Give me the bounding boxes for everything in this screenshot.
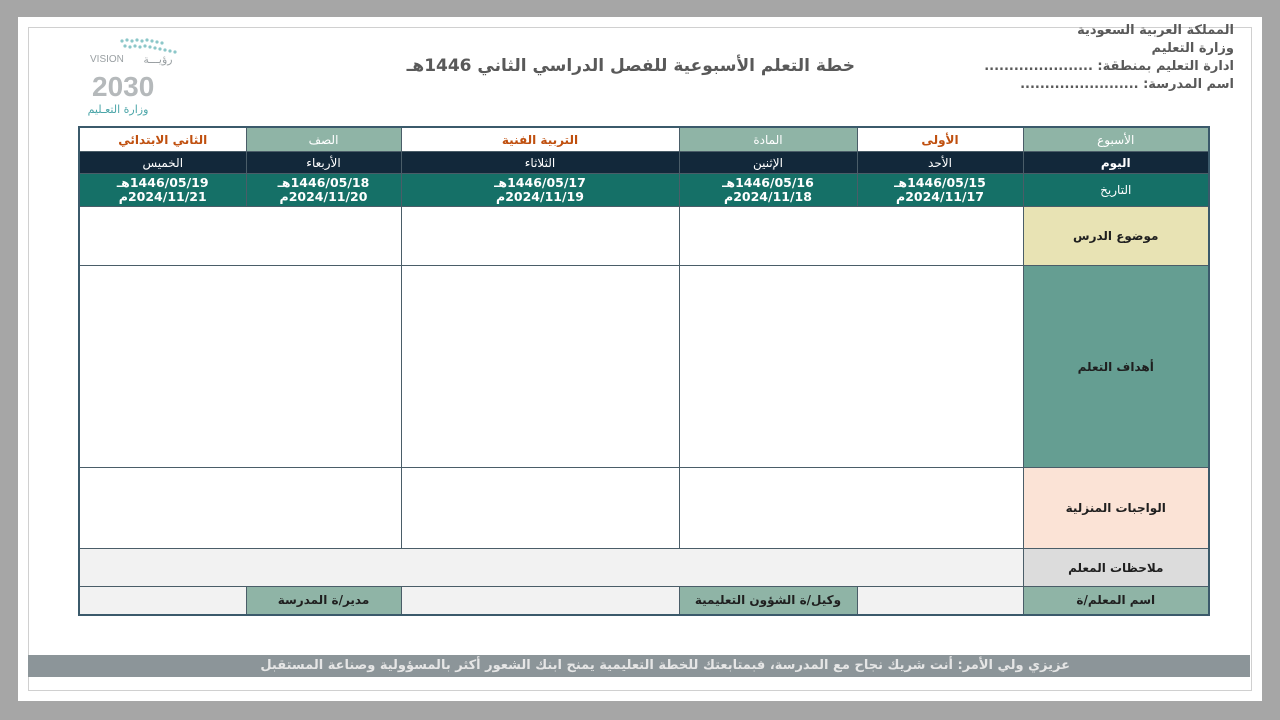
date-wednesday (246, 174, 401, 207)
hijri-date: 1446/05/16هـ (722, 175, 814, 190)
lesson-topic-row (79, 207, 1209, 266)
date-sunday (857, 174, 1023, 207)
day-sunday: الأحد (857, 152, 1023, 174)
subject-value: التربية الفنية (401, 127, 679, 152)
parent-message-banner: عزيزي ولي الأمر: أنت شريك نجاح مع المدرسة، فبمتابعتك للخطة التعليمية يمنح ابنك الشعور أكثر بالمسؤولية وصناعة المستقبل (28, 655, 1250, 677)
teacher-name-label: اسم المعلم/ة (1023, 587, 1209, 615)
lesson-topic-cell-1[interactable] (679, 207, 1023, 266)
objectives-cell-2[interactable] (401, 266, 679, 468)
year-text: 2030 (92, 71, 155, 102)
date-monday (679, 174, 857, 207)
gregorian-date: 2024/11/17م (896, 189, 984, 204)
day-wednesday: الأربعاء (246, 152, 401, 174)
homework-row (79, 468, 1209, 549)
principal-label: مدير/ة المدرسة (246, 587, 401, 615)
principal-cell[interactable] (79, 587, 246, 615)
signature-row (79, 587, 1209, 615)
date-label: التاريخ (1023, 174, 1209, 207)
ministry-name: وزارة التعليم (1151, 41, 1234, 56)
deputy-label: وكيل/ة الشؤون التعليمية (679, 587, 857, 615)
hijri-date: 1446/05/19هـ (116, 175, 209, 190)
grade-value: الثاني الابتدائي (79, 127, 246, 152)
school-field: اسم المدرسة: ........................ (1020, 77, 1234, 92)
week-value: الأولى (857, 127, 1023, 152)
day-label: اليوم (1023, 152, 1209, 174)
lesson-topic-cell-2[interactable] (401, 207, 679, 266)
grade-label: الصف (246, 127, 401, 152)
day-monday: الإثنين (679, 152, 857, 174)
weekly-plan-table (78, 126, 1210, 616)
hijri-date: 1446/05/17هـ (494, 175, 586, 190)
homework-cell-3[interactable] (79, 468, 401, 549)
vision-en-text: VISION (90, 54, 124, 65)
gregorian-date: 2024/11/21م (118, 189, 207, 204)
dot-pattern-icon (120, 38, 176, 53)
gregorian-date: 2024/11/18م (724, 189, 812, 204)
day-tuesday: الثلاثاء (401, 152, 679, 174)
objectives-row (79, 266, 1209, 468)
kingdom-name: المملكة العربية السعودية (1077, 23, 1234, 38)
deputy-cell[interactable] (401, 587, 679, 615)
date-tuesday (401, 174, 679, 207)
subject-label: المادة (679, 127, 857, 152)
date-row (79, 174, 1209, 207)
lesson-topic-label: موضوع الدرس (1023, 207, 1209, 266)
hijri-date: 1446/05/18هـ (277, 175, 370, 190)
notes-label: ملاحظات المعلم (1023, 549, 1209, 587)
header-info (974, 22, 1234, 94)
vision-2030-logo (70, 36, 210, 116)
objectives-cell-1[interactable] (679, 266, 1023, 468)
notes-cell[interactable] (79, 549, 1023, 587)
date-thursday (79, 174, 246, 207)
week-row (79, 127, 1209, 152)
day-thursday: الخميس (79, 152, 246, 174)
homework-cell-1[interactable] (679, 468, 1023, 549)
week-label: الأسبوع (1023, 127, 1209, 152)
vision-ar-text: رؤيـــة (143, 53, 173, 66)
hijri-date: 1446/05/15هـ (894, 175, 986, 190)
homework-cell-2[interactable] (401, 468, 679, 549)
objectives-cell-3[interactable] (79, 266, 401, 468)
region-field: ادارة التعليم بمنطقة: ...................... (984, 59, 1234, 74)
lesson-topic-cell-3[interactable] (79, 207, 401, 266)
gregorian-date: 2024/11/20م (279, 189, 368, 204)
homework-label: الواجبات المنزلية (1023, 468, 1209, 549)
ministry-logo-text: وزارة التعـليم (87, 103, 149, 116)
gregorian-date: 2024/11/19م (496, 189, 584, 204)
page-title: خطة التعلم الأسبوعية للفصل الدراسي الثاني 1446هـ (406, 56, 855, 76)
notes-row (79, 549, 1209, 587)
objectives-label: أهداف التعلم (1023, 266, 1209, 468)
teacher-name-cell[interactable] (857, 587, 1023, 615)
day-row (79, 152, 1209, 174)
